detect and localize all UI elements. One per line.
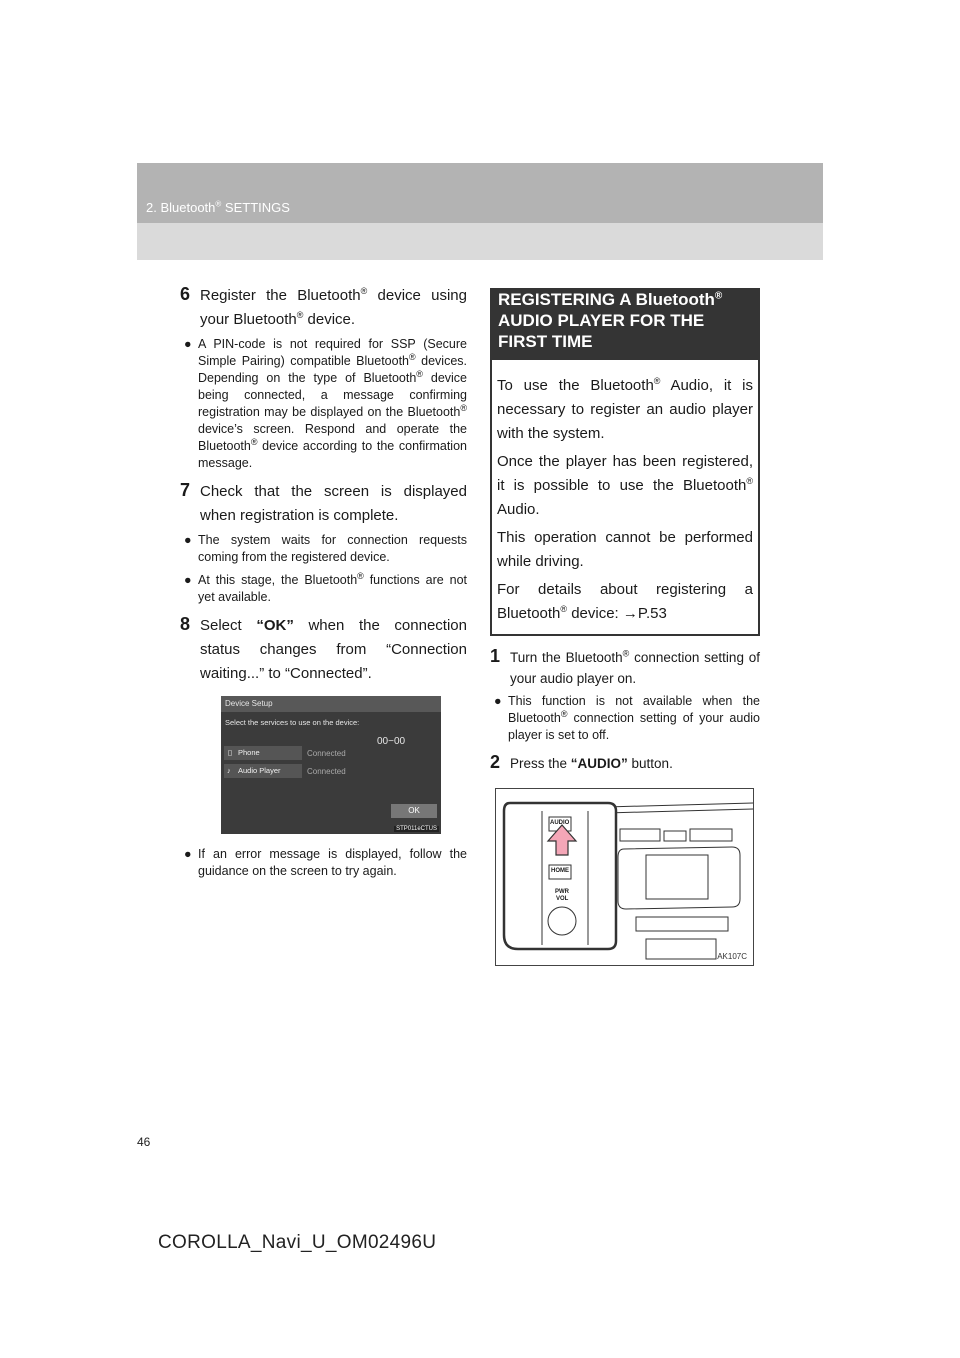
music-note-icon: ♪ [227,766,231,775]
step-6: 6 Register the Bluetooth® device using your Bluetooth® device. [180,284,467,328]
right-column [490,288,760,966]
step-1: 1 Turn the Bluetooth® connection setting of your audio player on. [490,646,760,686]
info-p3: This operation cannot be performed while driving. [497,529,753,570]
info-p2: Once the player has been registered, it is possible to use the Bluetooth® Audio. [497,453,753,518]
header-subband [137,223,823,260]
device-code: 00−00 [377,736,406,747]
section-heading-box: REGISTERING A Bluetooth® AUDIO PLAYER FOR THE FIRST TIME [490,288,760,360]
info-box [490,360,760,636]
pwr-label: PWR [555,889,569,895]
bullet-pin-code: ● A PIN-code is not required for SSP (Secure Simple Pairing) compatible Bluetooth® devices. Depending on the type of Bluetooth® device being connected, a message confirming registration may be displayed on the Bluetooth® device’s screen. Respond and operate the Bluetooth® device according to the confirmation message. [184,337,468,470]
step-2: 2 Press the “AUDIO” button. [490,752,673,772]
bullet-error: ● If an error message is displayed, follow the guidance on the screen to try again. [184,847,467,878]
screen-title: Device Setup [221,696,441,712]
vol-label: VOL [556,896,569,902]
bullet-off: ● This function is not available when the Bluetooth® connection setting of your audio player is set to off. [494,694,760,742]
info-p1: To use the Bluetooth® Audio, it is necessary to register an audio player with the system. [497,376,754,442]
phone-status: Connected [307,749,346,758]
device-setup-screen [221,696,441,834]
left-column [180,282,467,886]
phone-row[interactable]: ▯ Phone [224,746,302,760]
phone-icon: ▯ [228,748,233,757]
image-code: STP011eCTUS [396,826,437,832]
bullet-not-available: ● At this stage, the Bluetooth® functions are not yet available. [184,570,467,604]
audio-player-status: Connected [307,767,346,776]
select-services-text: Select the services to use on the device: [225,718,360,727]
bullet-waits: ● The system waits for connection requests coming from the registered device. [184,533,467,564]
document-code: COROLLA_Navi_U_OM02496U [158,1232,437,1253]
dashboard-illustration [495,788,754,966]
page-number: 46 [137,1135,151,1149]
step-8: 8 Select “OK” when the connection status changes from “Connection waiting...” to “Connected”. [180,614,467,682]
ok-button[interactable]: OK [391,804,437,818]
header-band [137,163,823,223]
illustration-code: AK107C [717,952,747,961]
home-button-label: HOME [551,868,569,874]
info-p4: For details about registering a Bluetooth® device: →P.53 [497,581,753,622]
section-title: 2. Bluetooth® SETTINGS [146,199,290,215]
dashboard-drawing [496,789,753,965]
audio-player-row[interactable]: ♪ Audio Player [224,764,302,778]
audio-button-label: AUDIO [550,820,570,826]
step-7: 7 Check that the screen is displayed when registration is complete. [180,480,467,524]
